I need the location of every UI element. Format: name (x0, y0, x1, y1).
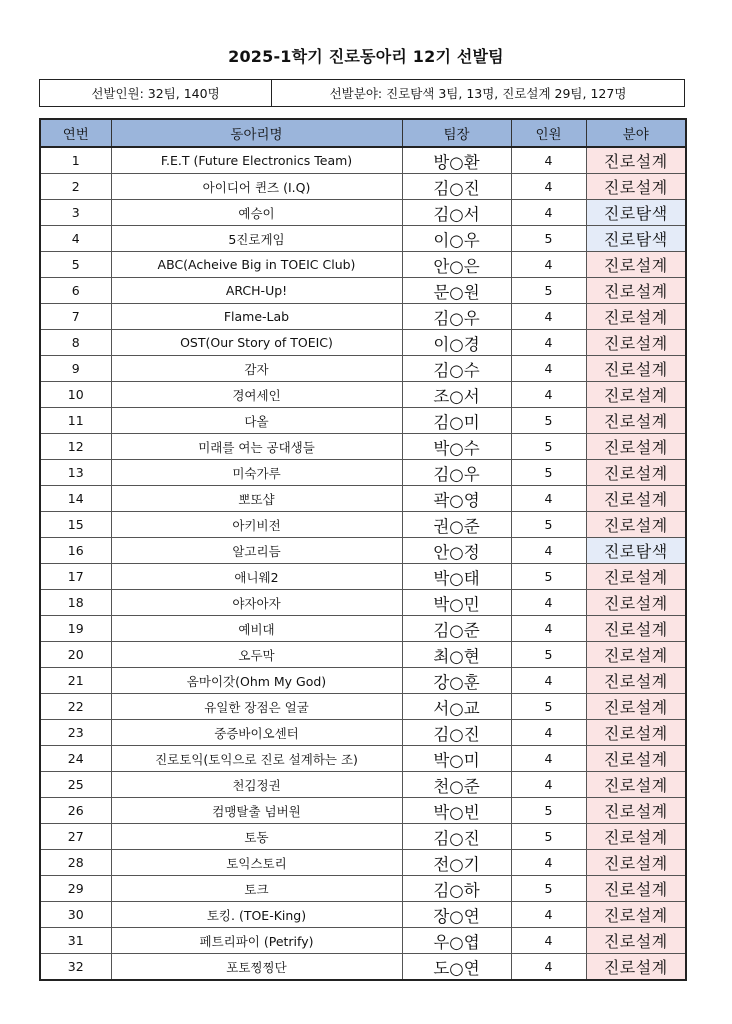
row-leader: 박○빈 (402, 798, 511, 824)
row-leader: 김○우 (402, 460, 511, 486)
table-row (40, 304, 686, 330)
row-club-name: 진로토익(토익으로 진로 설계하는 조) (111, 746, 402, 772)
header-member-count: 인원 (511, 119, 586, 147)
page-title: 2025-1학기 진로동아리 12기 선발팀 (228, 47, 504, 66)
row-club-name: 토크 (111, 876, 402, 902)
row-number: 16 (40, 538, 111, 564)
row-number: 26 (40, 798, 111, 824)
table-row (40, 147, 686, 174)
table-body (40, 147, 686, 980)
row-leader: 박○민 (402, 590, 511, 616)
row-club-name: 예비대 (111, 616, 402, 642)
row-number: 22 (40, 694, 111, 720)
row-member-count: 4 (511, 486, 586, 512)
row-field: 진로설계 (586, 616, 686, 642)
row-field: 진로탐색 (586, 200, 686, 226)
row-field: 진로설계 (586, 278, 686, 304)
row-leader: 박○미 (402, 746, 511, 772)
row-club-name: ABC(Acheive Big in TOEIC Club) (111, 252, 402, 278)
row-field: 진로설계 (586, 252, 686, 278)
table-row (40, 408, 686, 434)
row-club-name: OST(Our Story of TOEIC) (111, 330, 402, 356)
row-member-count: 5 (511, 694, 586, 720)
row-club-name: 알고리듬 (111, 538, 402, 564)
row-field: 진로설계 (586, 772, 686, 798)
row-club-name: 애니웨2 (111, 564, 402, 590)
header-club-name: 동아리명 (111, 119, 402, 147)
row-leader: 전○기 (402, 850, 511, 876)
row-club-name: 5진로게임 (111, 226, 402, 252)
row-leader: 천○준 (402, 772, 511, 798)
table-row (40, 590, 686, 616)
row-number: 12 (40, 434, 111, 460)
row-club-name: ARCH-Up! (111, 278, 402, 304)
table-row (40, 902, 686, 928)
row-number: 11 (40, 408, 111, 434)
row-field: 진로설계 (586, 668, 686, 694)
row-club-name: 천김정권 (111, 772, 402, 798)
row-leader: 김○진 (402, 824, 511, 850)
row-leader: 문○원 (402, 278, 511, 304)
row-club-name: 아키비전 (111, 512, 402, 538)
row-member-count: 4 (511, 902, 586, 928)
row-club-name: 중증바이오센터 (111, 720, 402, 746)
row-number: 9 (40, 356, 111, 382)
table-row (40, 772, 686, 798)
row-club-name: 유일한 장점은 얼굴 (111, 694, 402, 720)
row-number: 3 (40, 200, 111, 226)
row-number: 29 (40, 876, 111, 902)
table-row (40, 746, 686, 772)
row-club-name: Flame-Lab (111, 304, 402, 330)
row-club-name: 야자아자 (111, 590, 402, 616)
row-number: 19 (40, 616, 111, 642)
row-field: 진로설계 (586, 408, 686, 434)
row-number: 13 (40, 460, 111, 486)
row-leader: 김○미 (402, 408, 511, 434)
row-number: 10 (40, 382, 111, 408)
row-number: 30 (40, 902, 111, 928)
row-member-count: 5 (511, 642, 586, 668)
row-member-count: 4 (511, 147, 586, 174)
row-leader: 곽○영 (402, 486, 511, 512)
row-club-name: 토킹. (TOE-King) (111, 902, 402, 928)
row-leader: 이○경 (402, 330, 511, 356)
row-club-name: 토익스토리 (111, 850, 402, 876)
row-leader: 박○태 (402, 564, 511, 590)
row-number: 2 (40, 174, 111, 200)
table-row (40, 928, 686, 954)
row-club-name: F.E.T (Future Electronics Team) (111, 147, 402, 174)
row-leader: 안○정 (402, 538, 511, 564)
row-number: 8 (40, 330, 111, 356)
row-field: 진로설계 (586, 460, 686, 486)
table-row (40, 538, 686, 564)
row-club-name: 뽀또샵 (111, 486, 402, 512)
row-member-count: 5 (511, 460, 586, 486)
table-header-row (40, 119, 686, 147)
row-number: 31 (40, 928, 111, 954)
row-number: 25 (40, 772, 111, 798)
row-field: 진로설계 (586, 850, 686, 876)
table-row (40, 200, 686, 226)
table-row (40, 824, 686, 850)
row-field: 진로설계 (586, 928, 686, 954)
row-number: 23 (40, 720, 111, 746)
row-leader: 박○수 (402, 434, 511, 460)
table-row (40, 616, 686, 642)
row-field: 진로설계 (586, 512, 686, 538)
row-number: 27 (40, 824, 111, 850)
row-field: 진로설계 (586, 824, 686, 850)
table-row (40, 434, 686, 460)
table-row (40, 330, 686, 356)
row-leader: 안○은 (402, 252, 511, 278)
row-club-name: 토동 (111, 824, 402, 850)
table-row (40, 356, 686, 382)
row-field: 진로설계 (586, 486, 686, 512)
row-field: 진로설계 (586, 382, 686, 408)
table-row (40, 512, 686, 538)
table-row (40, 694, 686, 720)
row-leader: 김○진 (402, 174, 511, 200)
row-member-count: 4 (511, 668, 586, 694)
table-row (40, 174, 686, 200)
summary-fields: 선발분야: 진로탐색 3팀, 13명, 진로설계 29팀, 127명 (329, 86, 627, 101)
row-number: 21 (40, 668, 111, 694)
row-field: 진로설계 (586, 642, 686, 668)
row-leader: 이○우 (402, 226, 511, 252)
row-number: 18 (40, 590, 111, 616)
header-leader: 팀장 (402, 119, 511, 147)
row-leader: 김○진 (402, 720, 511, 746)
row-club-name: 컴맹탈출 넘버원 (111, 798, 402, 824)
row-member-count: 4 (511, 720, 586, 746)
row-club-name: 오두막 (111, 642, 402, 668)
row-leader: 도○연 (402, 954, 511, 981)
table-row (40, 486, 686, 512)
row-member-count: 5 (511, 876, 586, 902)
table-row (40, 226, 686, 252)
row-field: 진로설계 (586, 954, 686, 981)
row-leader: 조○서 (402, 382, 511, 408)
row-field: 진로설계 (586, 434, 686, 460)
row-field: 진로설계 (586, 798, 686, 824)
row-member-count: 4 (511, 356, 586, 382)
table-row (40, 382, 686, 408)
row-leader: 김○우 (402, 304, 511, 330)
row-leader: 김○하 (402, 876, 511, 902)
row-leader: 김○수 (402, 356, 511, 382)
row-number: 20 (40, 642, 111, 668)
table-row (40, 252, 686, 278)
table-row (40, 720, 686, 746)
row-club-name: 다올 (111, 408, 402, 434)
row-club-name: 예승이 (111, 200, 402, 226)
row-number: 32 (40, 954, 111, 981)
row-member-count: 5 (511, 512, 586, 538)
row-field: 진로설계 (586, 330, 686, 356)
row-member-count: 4 (511, 382, 586, 408)
row-leader: 방○환 (402, 147, 511, 174)
row-member-count: 5 (511, 278, 586, 304)
summary-headcount: 선발인원: 32팀, 140명 (40, 80, 272, 106)
row-number: 28 (40, 850, 111, 876)
row-member-count: 4 (511, 928, 586, 954)
row-number: 6 (40, 278, 111, 304)
table-row (40, 642, 686, 668)
row-field: 진로설계 (586, 304, 686, 330)
row-number: 4 (40, 226, 111, 252)
row-field: 진로탐색 (586, 538, 686, 564)
row-number: 14 (40, 486, 111, 512)
table-row (40, 876, 686, 902)
row-field: 진로설계 (586, 694, 686, 720)
row-member-count: 5 (511, 824, 586, 850)
row-club-name: 아이디어 퀸즈 (I.Q) (111, 174, 402, 200)
row-field: 진로탐색 (586, 226, 686, 252)
row-field: 진로설계 (586, 590, 686, 616)
row-leader: 권○준 (402, 512, 511, 538)
header-number: 연번 (40, 119, 111, 147)
row-member-count: 4 (511, 330, 586, 356)
table-row (40, 798, 686, 824)
row-number: 5 (40, 252, 111, 278)
row-club-name: 포토찡찡단 (111, 954, 402, 981)
row-leader: 김○서 (402, 200, 511, 226)
table-row (40, 850, 686, 876)
row-number: 1 (40, 147, 111, 174)
row-leader: 최○현 (402, 642, 511, 668)
row-club-name: 감자 (111, 356, 402, 382)
row-member-count: 4 (511, 252, 586, 278)
row-club-name: 경여세인 (111, 382, 402, 408)
row-field: 진로설계 (586, 902, 686, 928)
row-member-count: 5 (511, 434, 586, 460)
table-row (40, 668, 686, 694)
row-leader: 강○훈 (402, 668, 511, 694)
selection-summary (39, 79, 685, 107)
row-member-count: 5 (511, 408, 586, 434)
row-member-count: 5 (511, 226, 586, 252)
row-member-count: 4 (511, 200, 586, 226)
row-club-name: 미래를 여는 공대생들 (111, 434, 402, 460)
row-leader: 김○준 (402, 616, 511, 642)
row-number: 17 (40, 564, 111, 590)
row-member-count: 4 (511, 304, 586, 330)
row-leader: 장○연 (402, 902, 511, 928)
row-member-count: 4 (511, 954, 586, 981)
row-field: 진로설계 (586, 174, 686, 200)
row-leader: 우○엽 (402, 928, 511, 954)
team-roster-table (39, 118, 687, 981)
row-leader: 서○교 (402, 694, 511, 720)
row-member-count: 4 (511, 174, 586, 200)
row-number: 7 (40, 304, 111, 330)
table-row (40, 954, 686, 981)
row-field: 진로설계 (586, 564, 686, 590)
row-field: 진로설계 (586, 746, 686, 772)
row-number: 24 (40, 746, 111, 772)
row-member-count: 4 (511, 616, 586, 642)
header-field: 분야 (586, 119, 686, 147)
row-member-count: 5 (511, 564, 586, 590)
row-field: 진로설계 (586, 356, 686, 382)
row-club-name: 미숙가루 (111, 460, 402, 486)
row-number: 15 (40, 512, 111, 538)
row-field: 진로설계 (586, 147, 686, 174)
row-member-count: 5 (511, 798, 586, 824)
row-field: 진로설계 (586, 876, 686, 902)
row-member-count: 4 (511, 772, 586, 798)
row-field: 진로설계 (586, 720, 686, 746)
row-member-count: 4 (511, 538, 586, 564)
row-member-count: 4 (511, 850, 586, 876)
row-member-count: 4 (511, 746, 586, 772)
row-member-count: 4 (511, 590, 586, 616)
row-club-name: 옴마이갓(Ohm My God) (111, 668, 402, 694)
table-row (40, 460, 686, 486)
row-club-name: 페트리파이 (Petrify) (111, 928, 402, 954)
table-row (40, 278, 686, 304)
table-row (40, 564, 686, 590)
